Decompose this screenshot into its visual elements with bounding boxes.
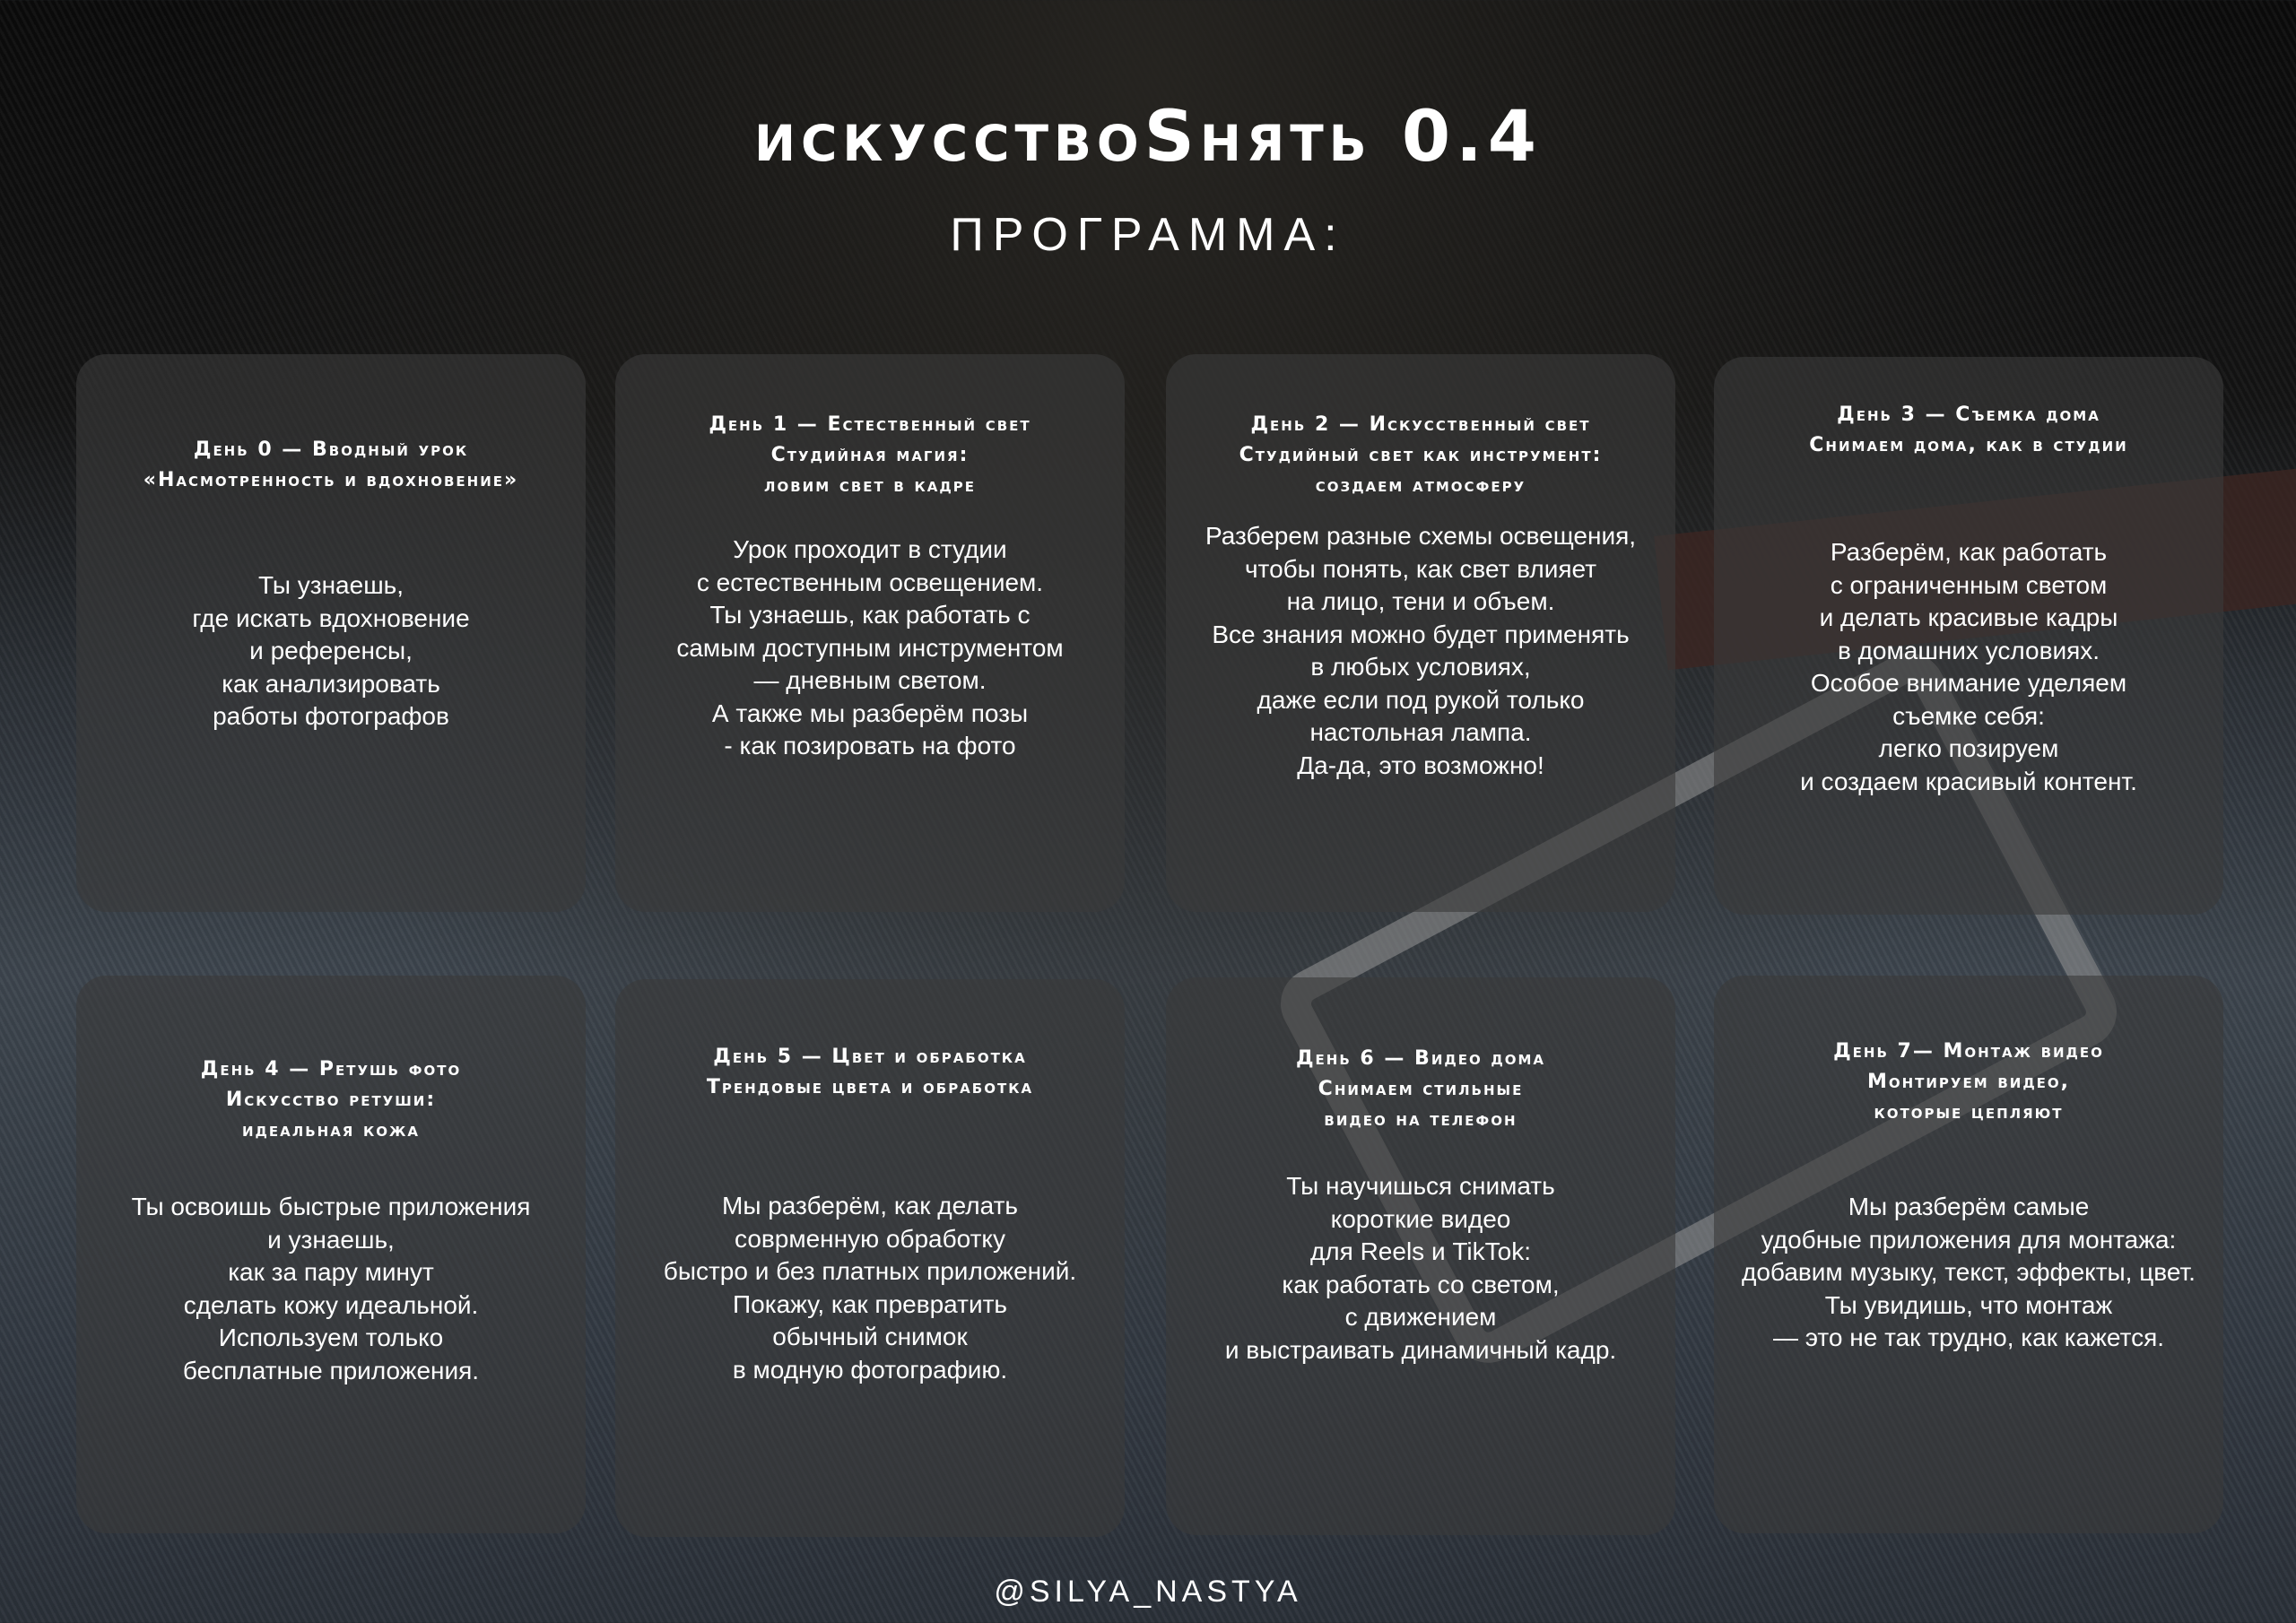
- card-heading-line: видео на телефон: [1324, 1108, 1518, 1131]
- card-description-line: Используем только: [218, 1324, 444, 1351]
- card-description-line: как анализировать: [222, 669, 440, 698]
- card-description-line: работы фотографов: [213, 702, 449, 730]
- card-description-line: соврменную обработку: [735, 1224, 1005, 1253]
- card-heading: [85, 435, 577, 496]
- program-card-day-3: [1714, 357, 2223, 915]
- card-description-line: и выстраивать динамичный кадр.: [1224, 1335, 1617, 1364]
- card-description-line: настольная лампа.: [1309, 718, 1532, 746]
- card-description: [1714, 536, 2223, 798]
- card-description-line: в любых условиях,: [1310, 653, 1531, 681]
- card-heading-line: День 7— Монтаж видео: [1833, 1040, 2104, 1063]
- page-title: искусствоSнять 0.4: [753, 97, 1542, 178]
- card-description-line: самым доступным инструментом: [676, 633, 1064, 662]
- card-description-line: Ты научишься снимать: [1286, 1172, 1555, 1200]
- card-description: [1714, 1191, 2223, 1355]
- card-heading-line: создаем атмосферу: [1315, 474, 1526, 497]
- card-heading-line: День 4 — Ретушь фото: [200, 1058, 462, 1081]
- card-heading-line: День 2 — Искусственный свет: [1250, 413, 1591, 436]
- card-description-line: — это не так трудно, как кажется.: [1772, 1324, 2165, 1351]
- card-heading-line: которые цепляют: [1874, 1101, 2064, 1124]
- card-heading-line: ловим свет в кадре: [764, 474, 976, 497]
- card-description-line: Ты узнаешь,: [257, 571, 404, 599]
- card-description-line: с движением: [1344, 1303, 1497, 1331]
- card-heading: [1175, 410, 1666, 501]
- card-description: [1166, 1170, 1675, 1367]
- card-description-line: с ограниченным светом: [1830, 570, 2108, 599]
- card-heading-line: Студийный свет как инструмент:: [1239, 444, 1603, 466]
- program-card-day-4: [76, 976, 586, 1533]
- card-description-line: легко позируем: [1878, 734, 2059, 762]
- card-description-line: Да-да, это возможно!: [1297, 751, 1544, 779]
- card-heading-line: День 5 — Цвет и обработка: [713, 1046, 1027, 1068]
- card-description-line: в модную фотографию.: [732, 1355, 1008, 1384]
- card-heading-line: «Насмотренность и вдохновение»: [143, 469, 519, 491]
- card-heading-line: Трендовые цвета и обработка: [706, 1076, 1034, 1098]
- card-description: [76, 569, 586, 733]
- card-description: [615, 534, 1125, 763]
- card-description: [76, 1191, 586, 1387]
- card-description-line: удобные приложения для монтажа:: [1761, 1225, 2177, 1254]
- card-description-line: с естественным освещением.: [696, 568, 1044, 596]
- card-heading: [624, 1042, 1116, 1103]
- card-heading-line: День 0 — Вводный урок: [193, 438, 469, 461]
- program-card-day-7: [1714, 976, 2223, 1533]
- card-description-line: в домашних условиях.: [1837, 636, 2100, 664]
- program-card-day-2: [1166, 354, 1675, 912]
- card-description-line: Ты узнаешь, как работать с: [709, 601, 1031, 629]
- card-heading-line: Студийная магия:: [770, 444, 970, 466]
- card-description-line: добавим музыку, текст, эффекты, цвет.: [1742, 1258, 2196, 1286]
- card-description-line: чтобы понять, как свет влияет: [1244, 554, 1597, 583]
- card-heading-line: День 6 — Видео дома: [1295, 1047, 1546, 1070]
- card-description-line: Разберем разные схемы освещения,: [1205, 522, 1637, 550]
- card-heading: [85, 1055, 577, 1146]
- card-heading: [624, 410, 1116, 501]
- card-description-line: сделать кожу идеальной.: [183, 1290, 479, 1319]
- card-heading: [1723, 1037, 2214, 1128]
- card-description-line: Все знания можно будет применять: [1212, 620, 1630, 648]
- card-description-line: быстро и без платных приложений.: [663, 1257, 1077, 1285]
- author-handle: @SILYA_NASTYA: [994, 1575, 1302, 1609]
- card-description-line: Покажу, как превратить: [733, 1289, 1007, 1318]
- card-description-line: Особое внимание уделяем: [1810, 669, 2127, 697]
- card-description-line: даже если под рукой только: [1257, 685, 1585, 714]
- card-description-line: Разберём, как работать: [1830, 538, 2108, 566]
- card-description-line: на лицо, тени и объем.: [1286, 587, 1555, 615]
- card-description-line: - как позировать на фото: [724, 732, 1016, 759]
- card-description-line: Мы разберём самые: [1848, 1193, 2090, 1220]
- card-heading-line: Искусство ретуши:: [225, 1089, 437, 1111]
- card-description-line: съемке себя:: [1892, 701, 2045, 730]
- card-heading-line: Снимаем стильные: [1318, 1078, 1524, 1100]
- card-description-line: для Reels и TikTok:: [1309, 1237, 1532, 1265]
- card-heading-line: Монтируем видео,: [1866, 1071, 2071, 1093]
- card-description-line: как за пару минут: [228, 1258, 434, 1286]
- card-heading-line: День 1 — Естественный свет: [709, 413, 1031, 436]
- program-card-day-1: [615, 354, 1125, 912]
- card-description-line: Мы разберём, как делать: [722, 1192, 1018, 1219]
- page-subtitle: ПРОГРАММА:: [950, 209, 1346, 261]
- card-description: [1166, 520, 1675, 782]
- card-description-line: Ты увидишь, что монтаж: [1824, 1290, 2113, 1319]
- card-description-line: обычный снимок: [772, 1323, 968, 1350]
- card-description-line: как работать со светом,: [1282, 1270, 1560, 1298]
- card-description-line: и узнаешь,: [267, 1225, 395, 1254]
- card-heading-line: Снимаем дома, как в студии: [1809, 434, 2128, 456]
- card-description: [615, 1190, 1125, 1386]
- card-heading: [1723, 400, 2214, 461]
- card-description-line: и делать красивые кадры: [1819, 603, 2118, 631]
- card-description-line: и референсы,: [249, 637, 413, 664]
- card-description-line: Ты освоишь быстрые приложения: [131, 1193, 531, 1220]
- card-description-line: где искать вдохновение: [192, 603, 470, 632]
- card-heading-line: День 3 — Съемка дома: [1837, 404, 2100, 426]
- program-card-day-0: [76, 354, 586, 912]
- card-description-line: бесплатные приложения.: [182, 1356, 480, 1384]
- card-heading-line: идеальная кожа: [241, 1119, 420, 1141]
- card-description-line: — дневным светом.: [753, 666, 987, 694]
- program-card-day-5: [615, 979, 1125, 1537]
- card-description-line: и создаем красивый контент.: [1800, 767, 2137, 795]
- card-description-line: Урок проходит в студии: [733, 535, 1007, 563]
- card-description-line: короткие видео: [1330, 1204, 1511, 1233]
- card-heading: [1175, 1044, 1666, 1135]
- program-card-day-6: [1166, 977, 1675, 1535]
- card-description-line: А также мы разберём позы: [711, 699, 1029, 727]
